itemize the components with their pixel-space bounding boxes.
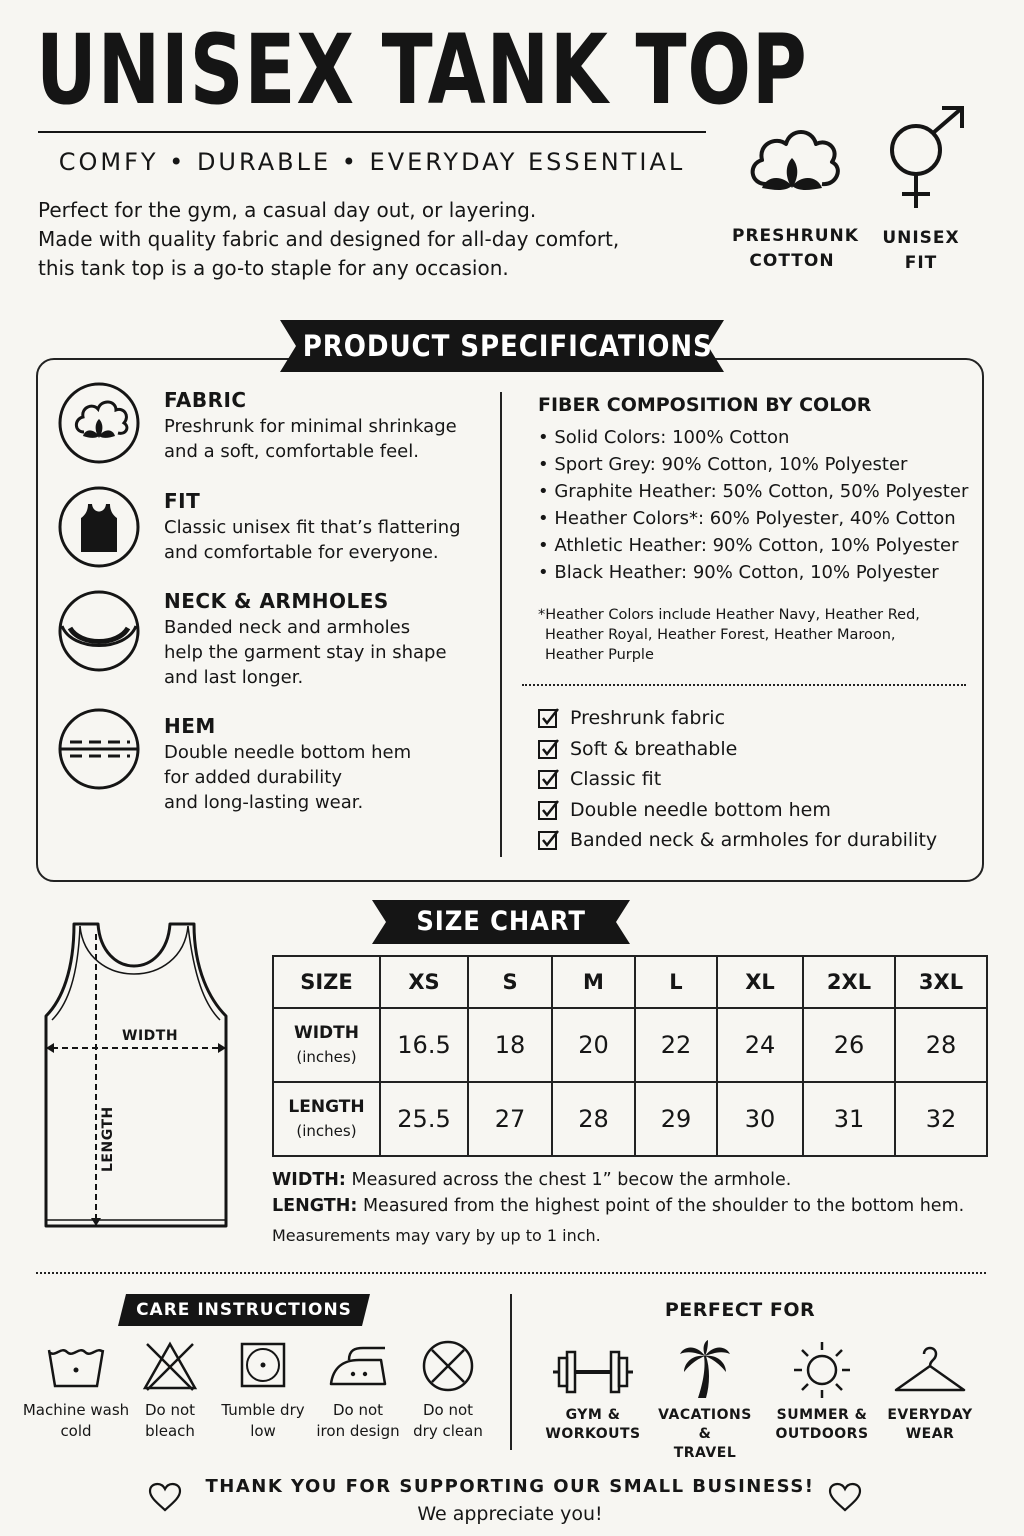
- unisex-icon: [866, 104, 976, 226]
- spec-fit-title: FIT: [164, 489, 201, 513]
- tank-top-icon: [58, 486, 140, 568]
- care-label: [208, 1400, 318, 1442]
- perfect-for-label-line: GYM &: [565, 1407, 621, 1423]
- diagram-length-text: LENGTH: [100, 1106, 116, 1172]
- list-item: • Sport Grey: 90% Cotton, 10% Polyester: [538, 451, 968, 478]
- checkbox-checked-icon: [538, 738, 560, 760]
- table-cell: 28: [895, 1008, 987, 1082]
- dotted-divider: [522, 684, 966, 686]
- heart-icon: [148, 1482, 182, 1512]
- table-cell: 32: [895, 1082, 987, 1156]
- perfect-for-travel: [650, 1340, 760, 1463]
- diagram-length-label: [82, 1070, 116, 1172]
- palm-tree-icon: [650, 1340, 760, 1402]
- heart-icon: [828, 1482, 862, 1512]
- spec-text-line: and a soft, comfortable feel.: [164, 441, 419, 462]
- perfect-for-gym: [543, 1340, 643, 1444]
- checklist-item: [538, 825, 937, 856]
- spec-hem-title: HEM: [164, 714, 216, 738]
- spec-text-line: help the garment stay in shape: [164, 642, 447, 663]
- table-cell: 29: [635, 1082, 717, 1156]
- column-header: 3XL: [895, 956, 987, 1008]
- checkbox-checked-icon: [538, 707, 560, 729]
- thank-you-message: THANK YOU FOR SUPPORTING OUR SMALL BUSINESS!: [205, 1476, 815, 1497]
- table-cell: 18: [468, 1008, 552, 1082]
- dumbbell-icon: [543, 1340, 643, 1402]
- list-item: • Black Heather: 90% Cotton, 10% Polyester: [538, 559, 968, 586]
- fiber-footnote: [538, 605, 958, 665]
- fiber-title: FIBER COMPOSITION BY COLOR: [538, 394, 872, 416]
- spec-text-line: and long-lasting wear.: [164, 792, 364, 813]
- table-header-row: [273, 956, 987, 1008]
- table-cell: 26: [803, 1008, 895, 1082]
- title-divider: [38, 131, 706, 133]
- perfect-for-label: [772, 1406, 872, 1444]
- sun-icon: [772, 1340, 872, 1402]
- table-cell: 30: [717, 1082, 803, 1156]
- tumble-dry-low-icon: [208, 1340, 318, 1392]
- column-header: SIZE: [273, 956, 380, 1008]
- checklist-item: [538, 703, 937, 734]
- spec-fabric-title: FABRIC: [164, 388, 247, 412]
- intro-line: this tank top is a go-to staple for any occasion.: [38, 256, 509, 280]
- intro-text: [38, 196, 698, 283]
- intro-line: Made with quality fabric and designed for all-day comfort,: [38, 227, 620, 251]
- perfect-for-label-line: SUMMER &: [776, 1407, 868, 1423]
- note-label: WIDTH:: [272, 1170, 346, 1190]
- feature-label: [866, 226, 976, 276]
- perfect-for-label: [650, 1406, 760, 1463]
- spec-hem-text: [164, 740, 484, 815]
- spec-neck-title: NECK & ARMHOLES: [164, 589, 389, 613]
- perfect-for-label-line: TRAVEL: [673, 1445, 737, 1461]
- spec-text-line: Classic unisex fit that’s flattering: [164, 517, 461, 538]
- table-cell: 28: [552, 1082, 635, 1156]
- table-cell: 22: [635, 1008, 717, 1082]
- perfect-for-label-line: WORKOUTS: [545, 1426, 641, 1442]
- tank-top-diagram: [40, 920, 236, 1234]
- care-label-line: Tumble dry: [221, 1401, 305, 1419]
- care-label: [393, 1400, 503, 1442]
- checklist-label: Preshrunk fabric: [570, 707, 726, 730]
- perfect-for-label-line: OUTDOORS: [775, 1426, 869, 1442]
- spec-text-line: and last longer.: [164, 667, 304, 688]
- care-label-line: bleach: [145, 1422, 195, 1440]
- perfect-for-everyday: [880, 1340, 980, 1444]
- care-item-dry-clean: [393, 1340, 503, 1442]
- checklist-item: [538, 795, 937, 826]
- tagline: COMFY • DURABLE • EVERYDAY ESSENTIAL: [58, 148, 686, 176]
- feature-label-line: UNISEX: [882, 228, 960, 248]
- care-label-line: Machine wash: [22, 1401, 130, 1419]
- cotton-icon: [58, 382, 140, 464]
- column-header: L: [635, 956, 717, 1008]
- spec-fit-text: [164, 515, 484, 565]
- spec-text-line: for added durability: [164, 767, 342, 788]
- list-item: • Heather Colors*: 60% Polyester, 40% Cotton: [538, 505, 968, 532]
- hanger-icon: [880, 1340, 980, 1402]
- neckline-icon: [58, 590, 140, 672]
- cotton-icon: [732, 116, 852, 226]
- table-cell: 20: [552, 1008, 635, 1082]
- spec-fabric-text: [164, 414, 484, 464]
- perfect-for-label-line: EVERYDAY: [887, 1407, 973, 1423]
- size-chart-banner: [372, 900, 630, 944]
- feature-unisex-fit: [866, 104, 976, 276]
- column-header: XL: [717, 956, 803, 1008]
- appreciation-message: We appreciate you!: [417, 1503, 603, 1525]
- feature-preshrunk-cotton: [732, 116, 859, 274]
- spec-neck-text: [164, 615, 484, 690]
- row-unit: (inches): [296, 1048, 357, 1066]
- row-label: WIDTH: [293, 1023, 359, 1043]
- length-note: [272, 1196, 964, 1216]
- column-header: S: [468, 956, 552, 1008]
- note-text: Measured across the chest 1” beсow the armhole.: [345, 1170, 792, 1190]
- note-label: LENGTH:: [272, 1196, 358, 1216]
- table-cell: 27: [468, 1082, 552, 1156]
- spec-text-line: Double needle bottom hem: [164, 742, 412, 763]
- table-row: [273, 1008, 987, 1082]
- checklist-label: Double needle bottom hem: [570, 798, 831, 821]
- feature-label: [732, 224, 859, 274]
- checklist-label: Classic fit: [570, 768, 662, 791]
- table-cell: 25.5: [380, 1082, 468, 1156]
- hem-stitch-icon: [58, 708, 140, 790]
- checkbox-checked-icon: [538, 768, 560, 790]
- banner-label: CARE INSTRUCTIONS: [136, 1300, 352, 1320]
- checkbox-checked-icon: [538, 799, 560, 821]
- note-text: Measured from the highest point of the shoulder to the bottom hem.: [357, 1196, 965, 1216]
- checkbox-checked-icon: [538, 829, 560, 851]
- feature-checklist: [538, 703, 937, 856]
- perfect-for-title: PERFECT FOR: [664, 1299, 816, 1321]
- feature-label-line: COTTON: [749, 251, 835, 271]
- spec-column-divider: [500, 392, 502, 857]
- table-cell: 24: [717, 1008, 803, 1082]
- table-cell: 16.5: [380, 1008, 468, 1082]
- care-label-line: iron design: [316, 1422, 400, 1440]
- intro-line: Perfect for the gym, a casual day out, or layering.: [38, 198, 537, 222]
- care-label-line: cold: [60, 1422, 92, 1440]
- perfect-for-label: [543, 1406, 643, 1444]
- care-label-line: low: [250, 1422, 276, 1440]
- care-banner: [118, 1294, 370, 1326]
- checklist-label: Banded neck & armholes for durability: [570, 829, 938, 852]
- table-row: [273, 1082, 987, 1156]
- size-chart-table: [272, 955, 988, 1157]
- list-item: • Solid Colors: 100% Cotton: [538, 424, 968, 451]
- spec-text-line: and comfortable for everyone.: [164, 542, 439, 563]
- spec-text-line: Banded neck and armholes: [164, 617, 411, 638]
- variance-note: Measurements may vary by up to 1 inch.: [272, 1226, 601, 1245]
- footnote-line: *Heather Colors include Heather Navy, Heather Red,: [538, 607, 920, 623]
- care-item-tumble: [208, 1340, 318, 1442]
- column-header: XS: [380, 956, 468, 1008]
- column-header: M: [552, 956, 635, 1008]
- diagram-width-label: WIDTH: [122, 1028, 179, 1044]
- footnote-line: Heather Purple: [545, 647, 654, 663]
- fiber-list: [538, 424, 968, 586]
- checklist-label: Soft & breathable: [570, 737, 738, 760]
- list-item: • Athletic Heather: 90% Cotton, 10% Polyester: [538, 532, 968, 559]
- feature-label-line: FIT: [904, 253, 938, 273]
- care-label-line: dry clean: [413, 1422, 483, 1440]
- section-divider: [36, 1272, 986, 1274]
- perfect-for-summer: [772, 1340, 872, 1444]
- table-cell: 31: [803, 1082, 895, 1156]
- feature-label-line: PRESHRUNK: [732, 226, 859, 246]
- spec-text-line: Preshrunk for minimal shrinkage: [164, 416, 457, 437]
- page-title: UNISEX TANK TOP: [36, 14, 808, 126]
- column-header: 2XL: [803, 956, 895, 1008]
- banner-label: PRODUCT SPECIFICATIONS: [302, 329, 713, 363]
- bottom-divider: [510, 1294, 512, 1450]
- do-not-dry-clean-icon: [393, 1340, 503, 1392]
- checklist-item: [538, 734, 937, 765]
- banner-label: SIZE CHART: [416, 906, 586, 937]
- checklist-item: [538, 764, 937, 795]
- perfect-for-label-line: VACATIONS &: [658, 1407, 752, 1442]
- row-unit: (inches): [296, 1122, 357, 1140]
- row-label: LENGTH: [288, 1097, 365, 1117]
- width-note: [272, 1170, 791, 1190]
- perfect-for-label: [880, 1406, 980, 1444]
- care-label-line: Do not: [332, 1401, 384, 1419]
- row-header: [273, 1082, 380, 1156]
- row-header: [273, 1008, 380, 1082]
- perfect-for-label-line: WEAR: [905, 1426, 955, 1442]
- care-label-line: Do not: [422, 1401, 474, 1419]
- footnote-line: Heather Royal, Heather Forest, Heather Maroon,: [545, 627, 896, 643]
- spec-banner: [280, 320, 724, 372]
- list-item: • Graphite Heather: 50% Cotton, 50% Polyester: [538, 478, 968, 505]
- care-label-line: Do not: [144, 1401, 196, 1419]
